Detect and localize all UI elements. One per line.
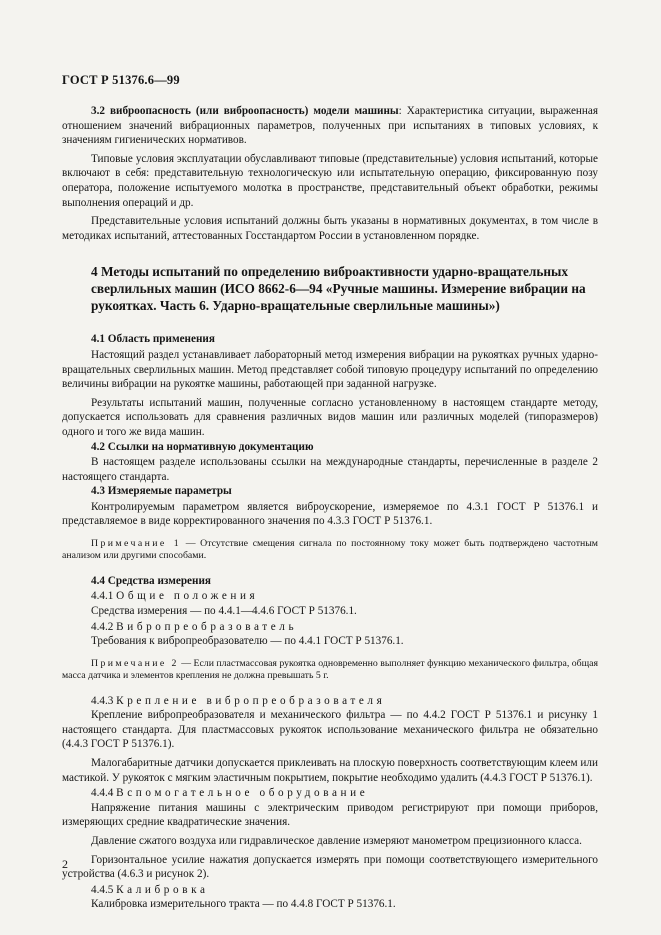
paragraph-representative-conditions: Представительные условия испытаний должны быть указаны в нормативных документах, в том числе в методиках испытаний, аттестованных Госстандартом России в установленном порядке. xyxy=(62,215,598,242)
subsection-4-4-5-title: Калибровка xyxy=(116,883,209,896)
term-3-2: 3.2 виброопасность (или виброопасность) модели машины xyxy=(91,105,399,117)
subsection-4-4-2-number: 4.4.2 xyxy=(91,620,114,633)
subsection-4-4-3-number: 4.4.3 xyxy=(91,694,114,707)
paragraph-typical-conditions: Типовые условия эксплуатации обуславливают типовые (представительные) условия испытаний, которые включают в себя: представительную технологическую или испытательную операцию, фиксированную позу оператора, положение испытуемого молотка в пространстве, представительный объект обработки, режимы выполнения операций и др. xyxy=(62,152,598,209)
paragraph-4-2-references: В настоящем разделе использованы ссылки на международные стандарты, перечисленные в разделе 2 настоящего стандарта. xyxy=(62,456,598,483)
note-1-label: Примечание 1 xyxy=(91,538,182,550)
paragraph-4-4-4-force: Горизонтальное усилие нажатия допускается измерять при помощи соответствующего измерительного устройства (4.6.3 и рисунок 2). xyxy=(62,853,598,881)
paragraph-4-4-4-pressure: Давление сжатого воздуха или гидравлическое давление измеряют манометром прецизионного класса. xyxy=(91,835,582,847)
subsection-4-4-3-heading xyxy=(62,694,598,709)
paragraph-4-3-parameter: Контролируемым параметром является виброускорение, измеряемое по 4.3.1 ГОСТ Р 51376.1 и представляемое в виде корректированного значения по 4.3.3 ГОСТ Р 51376.1. xyxy=(62,500,598,528)
page-number: 2 xyxy=(62,857,68,871)
paragraph-4-4-5: Калибровка измерительного тракта — по 4.4.8 ГОСТ Р 51376.1. xyxy=(91,898,396,911)
note-1-text: — Отсутствие смещения сигнала по постоянному току может быть подтверждено частотным анализом или другими способами. xyxy=(62,538,599,562)
subsection-4-4-1-number: 4.4.1 xyxy=(91,590,114,603)
section-4-2-title: 4.2 Ссылки на нормативную документацию xyxy=(91,440,314,453)
section-4-3-title: 4.3 Измеряемые параметры xyxy=(91,485,232,498)
paragraph-4-4-1: Средства измерения — по 4.4.1—4.4.6 ГОСТ Р 51376.1. xyxy=(91,605,357,618)
subsection-4-4-4-title: Вспомогательное оборудование xyxy=(116,787,369,800)
subsection-4-4-2-heading xyxy=(62,620,598,635)
document-header: ГОСТ Р 51376.6—99 xyxy=(62,73,180,87)
document-body xyxy=(62,104,598,912)
subsection-4-4-4-heading xyxy=(62,786,598,801)
paragraph-4-4-4-voltage: Напряжение питания машины с электрическим приводом регистрируют при помощи приборов, измеряющих средние квадратические значения. xyxy=(62,801,598,829)
term-3-2-definition: : Характеристика ситуации, выраженная отношением значений вибрационных параметров, полученных при испытаниях в типовых условиях, к значениям гигиенических нормативов. xyxy=(62,105,598,147)
note-1 xyxy=(62,538,598,563)
subsection-4-4-5-heading xyxy=(62,883,598,898)
paragraph-3-2 xyxy=(62,104,598,148)
note-2-label: Примечание 2 xyxy=(91,657,179,669)
paragraph-4-4-2: Требования к вибропреобразователю — по 4.4.1 ГОСТ Р 51376.1. xyxy=(91,635,404,648)
subsection-4-4-4-number: 4.4.4 xyxy=(91,787,114,800)
section-4-4-title: 4.4 Средства измерения xyxy=(91,574,211,587)
subsection-4-4-1-title: Общие положения xyxy=(116,590,259,603)
subsection-4-4-1-heading xyxy=(62,589,598,604)
section-4-1-title: 4.1 Область применения xyxy=(91,333,215,346)
paragraph-4-1-results: Результаты испытаний машин, полученные согласно установленному в настоящем стандарте методу, допускается использовать для сравнения различных видов машин или различных моделей (типоразмеров) одного и того же вида машин. xyxy=(62,396,598,438)
paragraph-4-4-3-small-sensors: Малогабаритные датчики допускается приклеивать на плоскую поверхность соответствующим клеем или мастикой. У рукояток с мягким эластичным покрытием, покрытие необходимо удалить (4.4.3 ГОСТ Р 51376.1). xyxy=(62,757,598,784)
subsection-4-4-5-number: 4.4.5 xyxy=(91,883,114,896)
subsection-4-4-3-title: Крепление вибропреобразователя xyxy=(116,694,386,707)
paragraph-4-4-3-mounting: Крепление вибропреобразователя и механического фильтра — по 4.4.2 ГОСТ Р 51376.1 и рисунку 1 настоящего стандарта. Для пластмассовых рукояток использование механического фильтра не обязательно (4.4.3 ГОСТ Р 51376.1). xyxy=(62,709,598,751)
paragraph-4-1-scope: Настоящий раздел устанавливает лабораторный метод измерения вибрации на рукоятках ручных ударно-вращательных сверлильных машин. Метод представляет собой типовую процедуру испытаний по определению величины вибрации на рукоятке машины, работающей при заданной нагрузке. xyxy=(62,348,598,391)
subsection-4-4-2-title: Вибропреобразователь xyxy=(116,620,298,633)
section-4-title: 4 Методы испытаний по определению виброактивности ударно-вращательных сверлильных машин (ИСО 8662-6—94 «Ручные машины. Измерение вибрации на рукоятках. Часть 6. Ударно-вращательные сверлильные машины») xyxy=(91,264,586,314)
note-2 xyxy=(62,658,598,683)
note-2-text: — Если пластмассовая рукоятка одновременно выполняет функцию механического фильтра, общая масса датчика и элементов крепления не должна превышать 5 г. xyxy=(62,657,598,682)
